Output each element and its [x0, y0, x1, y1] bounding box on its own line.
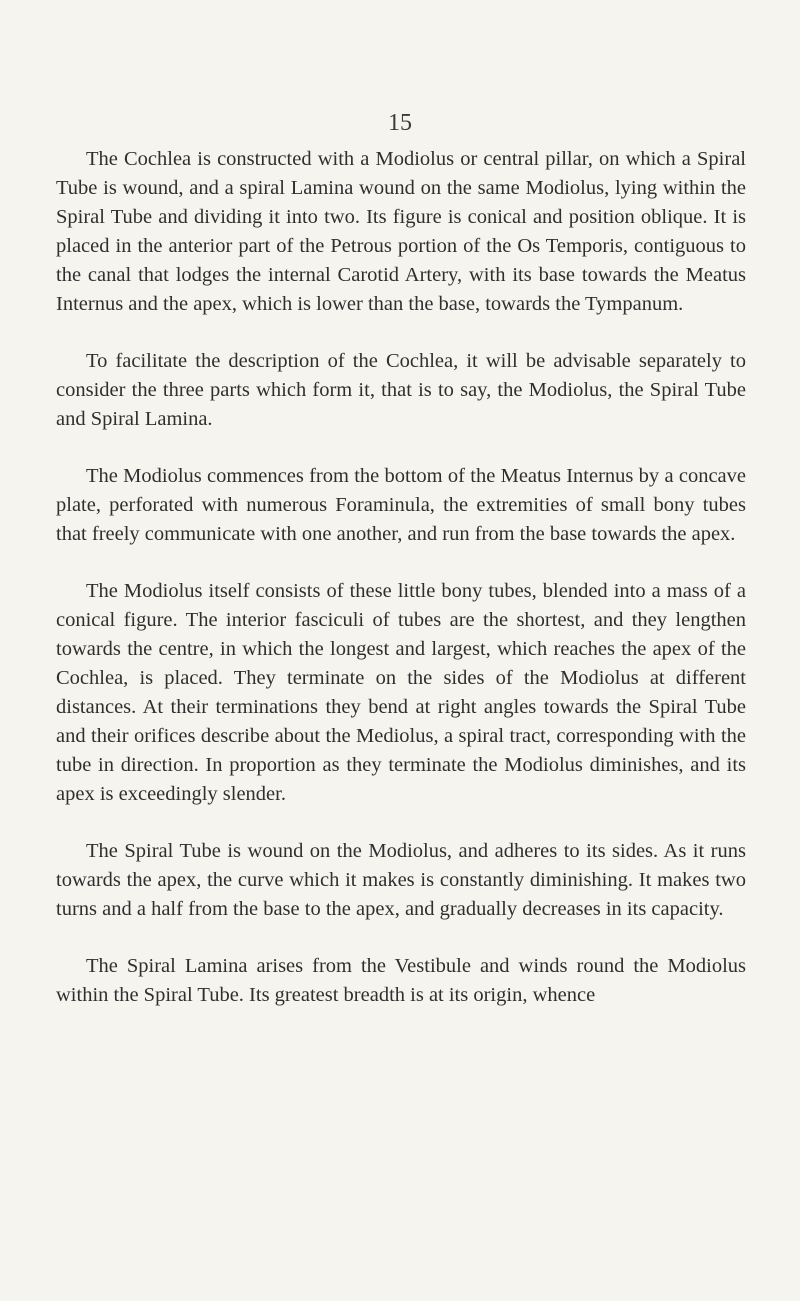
paragraph-cochlea-structure: The Cochlea is constructed with a Modiolus or central pillar, on which a Spiral Tube is wound, and a spiral Lamina wound on the same Modiolus, lying within the Spiral Tube and dividing it into two. Its figure is conical and position oblique. It is placed in the anterior part of the Petrous portion of the Os Temporis, contiguous to the canal that lodges the internal Carotid Artery, with its base towards the Meatus Internus and the apex, which is lower than the base, towards the Tympanum. [56, 148, 746, 315]
paragraph-description-parts: To facilitate the description of the Cochlea, it will be advisable separately to consider the three parts which form it, that is to say, the Modiolus, the Spiral Tube and Spiral Lamina. [56, 350, 746, 430]
paragraph-modiolus-tubes: The Modiolus itself consists of these little bony tubes, blended into a mass of a conical figure. The interior fasciculi of tubes are the shortest, and they lengthen towards the centre, in which the longest and largest, which reaches the apex of the Cochlea, is placed. They terminate on the sides of the Modiolus at different distances. At their terminations they bend at right angles towards the Spiral Tube and their orifices describe about the Mediolus, a spiral tract, corresponding with the tube in direction. In proportion as they terminate the Modiolus diminishes, and its apex is exceedingly slender. [56, 580, 746, 805]
paragraph-spiral-tube: The Spiral Tube is wound on the Modiolus, and adheres to its sides. As it runs towards the apex, the curve which it makes is constantly diminishing. It makes two turns and a half from the base to the apex, and gradually decreases in its capacity. [56, 840, 746, 920]
paragraph-modiolus-origin: The Modiolus commences from the bottom of the Meatus Internus by a concave plate, perforated with numerous Foraminula, the extremities of small bony tubes that freely communicate with one another, and run from the base towards the apex. [56, 465, 746, 545]
body-text [56, 145, 746, 1038]
paragraph-spiral-lamina: The Spiral Lamina arises from the Vestibule and winds round the Modiolus within the Spiral Tube. Its greatest breadth is at its origin, whence [56, 955, 746, 1006]
page-number: 15 [388, 110, 412, 136]
